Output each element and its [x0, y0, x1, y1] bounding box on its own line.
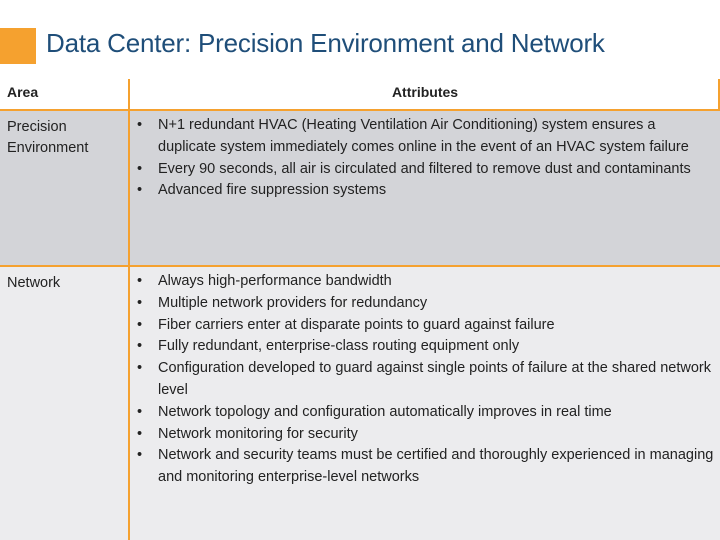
- list-item: • Multiple network providers for redundancy: [137, 293, 715, 315]
- header-attributes: Attributes: [391, 84, 459, 100]
- header-column-divider: [128, 79, 130, 109]
- table-row-precision-environment: [0, 111, 720, 265]
- list-item: • Fully redundant, enterprise-class routing equipment only: [137, 336, 715, 358]
- list-item: • Fiber carriers enter at disparate points to guard against failure: [137, 315, 715, 337]
- column-divider: [128, 111, 130, 265]
- table-row-network: [0, 267, 720, 540]
- column-divider: [128, 267, 130, 540]
- slide-title: Data Center: Precision Environment and Network: [46, 28, 605, 58]
- list-item: • Configuration developed to guard against single points of failure at the shared network level: [137, 358, 715, 402]
- list-item: • Always high-performance bandwidth: [137, 271, 715, 293]
- attributes-list: [137, 115, 715, 202]
- list-item: • N+1 redundant HVAC (Heating Ventilation Air Conditioning) system ensures a duplicate system immediately comes online in the event of an HVAC system failure: [137, 115, 715, 159]
- area-cell: Precision Environment: [7, 119, 89, 156]
- list-item: • Advanced fire suppression systems: [137, 180, 715, 202]
- list-item: • Every 90 seconds, all air is circulated and filtered to remove dust and contaminants: [137, 159, 715, 181]
- attributes-table: [0, 79, 720, 540]
- list-item: • Network and security teams must be certified and thoroughly experienced in managing and monitoring enterprise-level networks: [137, 445, 715, 489]
- header-area: Area: [7, 84, 39, 100]
- list-item: • Network topology and configuration automatically improves in real time: [137, 402, 715, 424]
- attributes-list: [137, 271, 715, 489]
- area-cell: Network: [7, 275, 61, 291]
- list-item: • Network monitoring for security: [137, 424, 715, 446]
- title-accent-bar: [0, 28, 36, 64]
